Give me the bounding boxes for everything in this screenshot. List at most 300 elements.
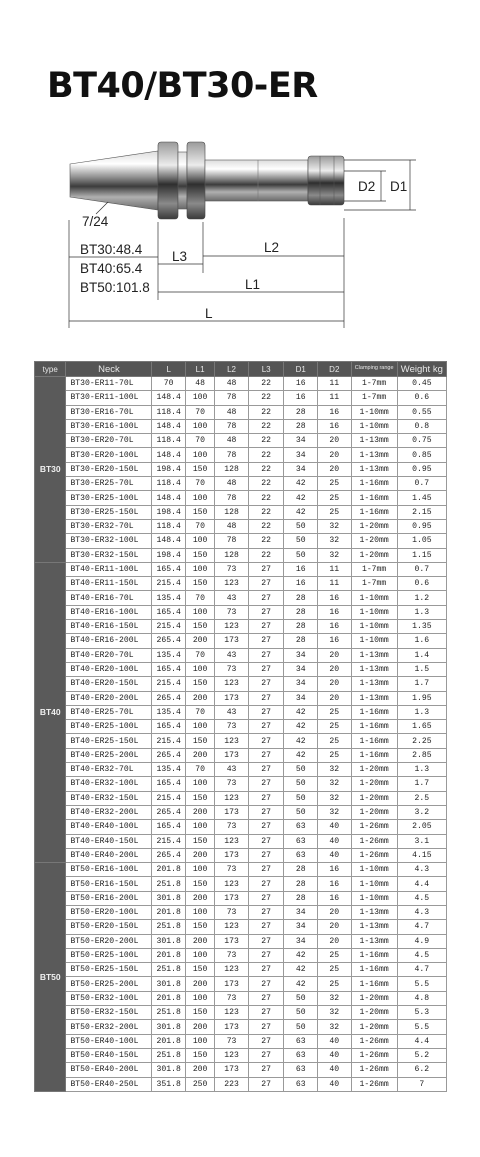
value-cell: 0.95	[397, 462, 446, 476]
value-cell: 1-13mm	[351, 691, 397, 705]
value-cell: 48	[215, 434, 249, 448]
value-cell: 11	[318, 391, 352, 405]
header-clamping-range: Clamping range	[351, 362, 397, 377]
shank-length-bt30: BT30:48.4	[80, 242, 143, 257]
table-row	[35, 448, 447, 462]
value-cell: 28	[284, 405, 318, 419]
value-cell: 73	[215, 948, 249, 962]
value-cell: 301.8	[152, 1020, 186, 1034]
value-cell: 0.75	[397, 434, 446, 448]
model-cell: BT30-ER11-70L	[66, 377, 152, 391]
value-cell: 5.5	[397, 1020, 446, 1034]
table-row	[35, 891, 447, 905]
value-cell: 100	[185, 1034, 214, 1048]
table-row	[35, 1077, 447, 1091]
value-cell: 25	[318, 748, 352, 762]
value-cell: 40	[318, 1034, 352, 1048]
value-cell: 4.5	[397, 948, 446, 962]
value-cell: 1-16mm	[351, 477, 397, 491]
value-cell: 250	[185, 1077, 214, 1091]
value-cell: 73	[215, 605, 249, 619]
value-cell: 128	[215, 505, 249, 519]
model-cell: BT30-ER16-100L	[66, 419, 152, 433]
table-row	[35, 934, 447, 948]
model-cell: BT40-ER40-150L	[66, 834, 152, 848]
value-cell: 43	[215, 591, 249, 605]
table-row	[35, 605, 447, 619]
value-cell: 0.6	[397, 391, 446, 405]
model-cell: BT40-ER32-150L	[66, 791, 152, 805]
value-cell: 148.4	[152, 419, 186, 433]
table-row	[35, 462, 447, 476]
value-cell: 28	[284, 891, 318, 905]
type-group-cell: BT30	[35, 377, 66, 563]
value-cell: 1.3	[397, 605, 446, 619]
value-cell: 27	[248, 1034, 284, 1048]
table-row	[35, 391, 447, 405]
value-cell: 4.5	[397, 891, 446, 905]
value-cell: 27	[248, 834, 284, 848]
value-cell: 25	[318, 977, 352, 991]
table-row	[35, 491, 447, 505]
table-row	[35, 991, 447, 1005]
value-cell: 1-16mm	[351, 734, 397, 748]
value-cell: 16	[318, 877, 352, 891]
value-cell: 27	[248, 920, 284, 934]
value-cell: 22	[248, 462, 284, 476]
value-cell: 135.4	[152, 705, 186, 719]
value-cell: 200	[185, 805, 214, 819]
value-cell: 16	[284, 577, 318, 591]
model-cell: BT30-ER25-150L	[66, 505, 152, 519]
value-cell: 0.6	[397, 577, 446, 591]
value-cell: 100	[185, 419, 214, 433]
value-cell: 1-26mm	[351, 834, 397, 848]
value-cell: 42	[284, 705, 318, 719]
spec-table	[34, 361, 447, 1092]
value-cell: 25	[318, 948, 352, 962]
value-cell: 1.2	[397, 591, 446, 605]
model-cell: BT40-ER11-100L	[66, 562, 152, 576]
value-cell: 135.4	[152, 763, 186, 777]
value-cell: 1-13mm	[351, 677, 397, 691]
table-row	[35, 777, 447, 791]
value-cell: 40	[318, 820, 352, 834]
value-cell: 27	[248, 963, 284, 977]
table-row	[35, 877, 447, 891]
value-cell: 20	[318, 905, 352, 919]
value-cell: 200	[185, 1020, 214, 1034]
holder-body	[70, 142, 344, 219]
value-cell: 1-13mm	[351, 920, 397, 934]
model-cell: BT40-ER11-150L	[66, 577, 152, 591]
value-cell: 78	[215, 419, 249, 433]
value-cell: 16	[318, 591, 352, 605]
table-row	[35, 705, 447, 719]
value-cell: 165.4	[152, 662, 186, 676]
value-cell: 215.4	[152, 620, 186, 634]
value-cell: 100	[185, 863, 214, 877]
model-cell: BT50-ER16-150L	[66, 877, 152, 891]
dim-label-d2: D2	[358, 179, 376, 194]
taper-shank	[70, 151, 158, 210]
value-cell: 251.8	[152, 1006, 186, 1020]
shank-length-bt40: BT40:65.4	[80, 261, 143, 276]
value-cell: 63	[284, 1077, 318, 1091]
value-cell: 1-20mm	[351, 1020, 397, 1034]
value-cell: 150	[185, 791, 214, 805]
value-cell: 1-20mm	[351, 777, 397, 791]
value-cell: 123	[215, 791, 249, 805]
value-cell: 150	[185, 920, 214, 934]
value-cell: 173	[215, 634, 249, 648]
value-cell: 50	[284, 777, 318, 791]
value-cell: 1-20mm	[351, 763, 397, 777]
value-cell: 100	[185, 905, 214, 919]
value-cell: 123	[215, 734, 249, 748]
value-cell: 42	[284, 734, 318, 748]
value-cell: 22	[248, 434, 284, 448]
dim-label-d1: D1	[390, 179, 408, 194]
value-cell: 63	[284, 1063, 318, 1077]
value-cell: 223	[215, 1077, 249, 1091]
value-cell: 70	[185, 519, 214, 533]
value-cell: 73	[215, 662, 249, 676]
value-cell: 173	[215, 891, 249, 905]
value-cell: 4.7	[397, 963, 446, 977]
value-cell: 100	[185, 948, 214, 962]
value-cell: 27	[248, 1048, 284, 1062]
value-cell: 27	[248, 734, 284, 748]
table-row	[35, 905, 447, 919]
value-cell: 27	[248, 577, 284, 591]
value-cell: 20	[318, 448, 352, 462]
value-cell: 40	[318, 848, 352, 862]
value-cell: 150	[185, 1006, 214, 1020]
value-cell: 73	[215, 991, 249, 1005]
value-cell: 3.1	[397, 834, 446, 848]
value-cell: 34	[284, 434, 318, 448]
dim-label-l2: L2	[264, 240, 280, 255]
header-d2: D2	[318, 362, 352, 377]
value-cell: 27	[248, 1063, 284, 1077]
value-cell: 100	[185, 720, 214, 734]
table-row	[35, 534, 447, 548]
value-cell: 1-20mm	[351, 548, 397, 562]
value-cell: 123	[215, 1048, 249, 1062]
value-cell: 73	[215, 863, 249, 877]
value-cell: 200	[185, 934, 214, 948]
value-cell: 50	[284, 805, 318, 819]
value-cell: 32	[318, 548, 352, 562]
value-cell: 34	[284, 691, 318, 705]
model-cell: BT30-ER32-100L	[66, 534, 152, 548]
value-cell: 100	[185, 391, 214, 405]
value-cell: 1-13mm	[351, 462, 397, 476]
value-cell: 27	[248, 763, 284, 777]
value-cell: 265.4	[152, 691, 186, 705]
value-cell: 48	[185, 377, 214, 391]
table-row	[35, 791, 447, 805]
value-cell: 70	[185, 405, 214, 419]
value-cell: 27	[248, 662, 284, 676]
value-cell: 118.4	[152, 434, 186, 448]
table-row	[35, 863, 447, 877]
value-cell: 1-7mm	[351, 562, 397, 576]
value-cell: 200	[185, 634, 214, 648]
value-cell: 1-20mm	[351, 519, 397, 533]
model-cell: BT40-ER16-100L	[66, 605, 152, 619]
value-cell: 73	[215, 820, 249, 834]
value-cell: 27	[248, 1077, 284, 1091]
table-row	[35, 634, 447, 648]
value-cell: 2.85	[397, 748, 446, 762]
value-cell: 70	[152, 377, 186, 391]
table-row	[35, 748, 447, 762]
value-cell: 50	[284, 534, 318, 548]
model-cell: BT30-ER32-150L	[66, 548, 152, 562]
model-cell: BT40-ER16-150L	[66, 620, 152, 634]
value-cell: 34	[284, 905, 318, 919]
model-cell: BT50-ER25-200L	[66, 977, 152, 991]
value-cell: 1-16mm	[351, 705, 397, 719]
value-cell: 34	[284, 448, 318, 462]
value-cell: 42	[284, 505, 318, 519]
value-cell: 0.55	[397, 405, 446, 419]
value-cell: 27	[248, 677, 284, 691]
value-cell: 22	[248, 534, 284, 548]
value-cell: 73	[215, 720, 249, 734]
value-cell: 16	[284, 562, 318, 576]
model-cell: BT50-ER32-150L	[66, 1006, 152, 1020]
model-cell: BT30-ER20-70L	[66, 434, 152, 448]
model-cell: BT40-ER40-200L	[66, 848, 152, 862]
value-cell: 20	[318, 934, 352, 948]
value-cell: 1-10mm	[351, 605, 397, 619]
value-cell: 27	[248, 648, 284, 662]
value-cell: 1-16mm	[351, 491, 397, 505]
value-cell: 1.5	[397, 662, 446, 676]
value-cell: 43	[215, 763, 249, 777]
value-cell: 4.15	[397, 848, 446, 862]
value-cell: 20	[318, 434, 352, 448]
value-cell: 27	[248, 748, 284, 762]
value-cell: 1-13mm	[351, 434, 397, 448]
value-cell: 150	[185, 1048, 214, 1062]
value-cell: 123	[215, 834, 249, 848]
value-cell: 0.7	[397, 562, 446, 576]
value-cell: 251.8	[152, 920, 186, 934]
value-cell: 32	[318, 777, 352, 791]
value-cell: 148.4	[152, 491, 186, 505]
value-cell: 73	[215, 905, 249, 919]
value-cell: 100	[185, 534, 214, 548]
model-cell: BT40-ER25-150L	[66, 734, 152, 748]
model-cell: BT30-ER25-100L	[66, 491, 152, 505]
value-cell: 265.4	[152, 748, 186, 762]
value-cell: 48	[215, 377, 249, 391]
value-cell: 201.8	[152, 863, 186, 877]
value-cell: 40	[318, 1048, 352, 1062]
value-cell: 118.4	[152, 477, 186, 491]
value-cell: 42	[284, 963, 318, 977]
value-cell: 1.65	[397, 720, 446, 734]
value-cell: 70	[185, 705, 214, 719]
value-cell: 1-13mm	[351, 662, 397, 676]
value-cell: 50	[284, 763, 318, 777]
table-row	[35, 1048, 447, 1062]
value-cell: 48	[215, 519, 249, 533]
table-row	[35, 648, 447, 662]
model-cell: BT50-ER40-100L	[66, 1034, 152, 1048]
model-cell: BT50-ER25-150L	[66, 963, 152, 977]
page-title: BT40/BT30-ER	[47, 66, 318, 106]
value-cell: 173	[215, 805, 249, 819]
value-cell: 148.4	[152, 534, 186, 548]
model-cell: BT40-ER16-70L	[66, 591, 152, 605]
value-cell: 1-13mm	[351, 934, 397, 948]
table-row	[35, 1034, 447, 1048]
value-cell: 201.8	[152, 948, 186, 962]
value-cell: 198.4	[152, 548, 186, 562]
tool-holder-drawing	[0, 130, 480, 340]
table-row	[35, 434, 447, 448]
header-l2: L2	[215, 362, 249, 377]
value-cell: 128	[215, 462, 249, 476]
model-cell: BT50-ER40-200L	[66, 1063, 152, 1077]
value-cell: 27	[248, 634, 284, 648]
value-cell: 1.15	[397, 548, 446, 562]
value-cell: 198.4	[152, 505, 186, 519]
value-cell: 43	[215, 648, 249, 662]
value-cell: 200	[185, 848, 214, 862]
value-cell: 48	[215, 405, 249, 419]
value-cell: 27	[248, 805, 284, 819]
value-cell: 118.4	[152, 405, 186, 419]
value-cell: 50	[284, 519, 318, 533]
table-body	[35, 377, 447, 1092]
value-cell: 70	[185, 477, 214, 491]
value-cell: 42	[284, 948, 318, 962]
value-cell: 165.4	[152, 605, 186, 619]
value-cell: 200	[185, 977, 214, 991]
value-cell: 27	[248, 791, 284, 805]
table-header-row	[35, 362, 447, 377]
value-cell: 28	[284, 620, 318, 634]
value-cell: 148.4	[152, 391, 186, 405]
value-cell: 25	[318, 963, 352, 977]
value-cell: 27	[248, 605, 284, 619]
angle-label: 7/24	[82, 214, 109, 229]
value-cell: 27	[248, 591, 284, 605]
type-group-cell: BT40	[35, 562, 66, 862]
header-l3: L3	[248, 362, 284, 377]
value-cell: 78	[215, 391, 249, 405]
dim-label-l: L	[205, 306, 213, 321]
value-cell: 34	[284, 920, 318, 934]
table-row	[35, 505, 447, 519]
value-cell: 1.35	[397, 620, 446, 634]
value-cell: 150	[185, 462, 214, 476]
value-cell: 1-26mm	[351, 1063, 397, 1077]
value-cell: 215.4	[152, 677, 186, 691]
value-cell: 1-16mm	[351, 948, 397, 962]
table-row	[35, 405, 447, 419]
value-cell: 1-7mm	[351, 391, 397, 405]
value-cell: 150	[185, 677, 214, 691]
value-cell: 22	[248, 405, 284, 419]
value-cell: 20	[318, 648, 352, 662]
value-cell: 0.45	[397, 377, 446, 391]
table-row	[35, 662, 447, 676]
value-cell: 34	[284, 662, 318, 676]
value-cell: 63	[284, 834, 318, 848]
header-neck: Neck	[66, 362, 152, 377]
value-cell: 28	[284, 877, 318, 891]
value-cell: 32	[318, 763, 352, 777]
value-cell: 150	[185, 963, 214, 977]
value-cell: 251.8	[152, 877, 186, 891]
value-cell: 27	[248, 720, 284, 734]
value-cell: 63	[284, 820, 318, 834]
value-cell: 40	[318, 834, 352, 848]
value-cell: 42	[284, 491, 318, 505]
value-cell: 7	[397, 1077, 446, 1091]
value-cell: 32	[318, 1020, 352, 1034]
value-cell: 1.05	[397, 534, 446, 548]
model-cell: BT50-ER20-200L	[66, 934, 152, 948]
model-cell: BT50-ER32-200L	[66, 1020, 152, 1034]
value-cell: 2.05	[397, 820, 446, 834]
model-cell: BT40-ER20-100L	[66, 662, 152, 676]
value-cell: 1.95	[397, 691, 446, 705]
table-row	[35, 977, 447, 991]
model-cell: BT40-ER16-200L	[66, 634, 152, 648]
table-row	[35, 419, 447, 433]
value-cell: 5.3	[397, 1006, 446, 1020]
value-cell: 128	[215, 548, 249, 562]
value-cell: 301.8	[152, 1063, 186, 1077]
value-cell: 251.8	[152, 963, 186, 977]
value-cell: 1-10mm	[351, 419, 397, 433]
value-cell: 27	[248, 777, 284, 791]
flange-1	[158, 142, 178, 219]
value-cell: 1-13mm	[351, 648, 397, 662]
header-l1: L1	[185, 362, 214, 377]
model-cell: BT40-ER20-150L	[66, 677, 152, 691]
value-cell: 4.3	[397, 863, 446, 877]
value-cell: 148.4	[152, 448, 186, 462]
value-cell: 1-20mm	[351, 534, 397, 548]
table-row	[35, 834, 447, 848]
value-cell: 73	[215, 777, 249, 791]
value-cell: 1-10mm	[351, 877, 397, 891]
table-row	[35, 691, 447, 705]
value-cell: 34	[284, 462, 318, 476]
value-cell: 201.8	[152, 991, 186, 1005]
value-cell: 301.8	[152, 891, 186, 905]
value-cell: 28	[284, 863, 318, 877]
table-row	[35, 548, 447, 562]
value-cell: 32	[318, 791, 352, 805]
value-cell: 123	[215, 877, 249, 891]
value-cell: 20	[318, 662, 352, 676]
value-cell: 0.85	[397, 448, 446, 462]
value-cell: 28	[284, 605, 318, 619]
model-cell: BT30-ER20-150L	[66, 462, 152, 476]
value-cell: 200	[185, 691, 214, 705]
value-cell: 1-10mm	[351, 863, 397, 877]
